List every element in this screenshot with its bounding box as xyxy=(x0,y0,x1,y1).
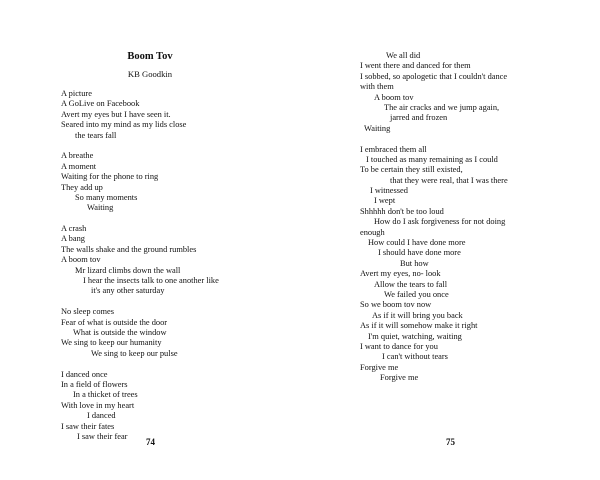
poem-line: So many moments xyxy=(75,192,138,202)
poem-line: Mr lizard climbs down the wall xyxy=(75,265,181,275)
poem-line: I should have done more xyxy=(378,248,461,258)
poem-line: I wept xyxy=(374,196,396,206)
poem-line: that they were real, that I was there xyxy=(390,175,508,185)
page-number-right: 75 xyxy=(446,437,455,447)
poem-line: A GoLive on Facebook xyxy=(61,99,140,109)
poem-line: I danced xyxy=(87,411,116,421)
poem-line: Waiting xyxy=(364,123,391,133)
poem-line: So we boom tov now xyxy=(360,300,432,310)
stanza-gap xyxy=(61,359,219,369)
poem-line: enough xyxy=(360,227,385,237)
poem-line: To be certain they still existed, xyxy=(360,165,463,175)
poem-line: The walls shake and the ground rumbles xyxy=(61,244,197,254)
poem-line: How do I ask forgiveness for not doing xyxy=(374,217,506,227)
page-number-left: 74 xyxy=(146,437,155,447)
poem-line: A breathe xyxy=(61,151,94,161)
poem-line: We sing to keep our pulse xyxy=(91,348,178,358)
poem-line: We sing to keep our humanity xyxy=(61,338,162,348)
poem-line: Waiting xyxy=(87,203,114,213)
poem-line: I embraced them all xyxy=(360,144,427,154)
poem-line: the tears fall xyxy=(75,130,117,140)
poem-line: I'm quiet, watching, waiting xyxy=(368,331,462,341)
poem-line: In a field of flowers xyxy=(61,379,128,389)
poem-line: In a thicket of trees xyxy=(73,390,138,400)
poem-line: I danced once xyxy=(61,369,108,379)
poem-line: Waiting for the phone to ring xyxy=(61,172,159,182)
poem-line: A crash xyxy=(61,224,87,234)
poem-line: Shhhhh don't be too loud xyxy=(360,206,444,216)
poem-line: I want to dance for you xyxy=(360,341,438,351)
poem-line: With love in my heart xyxy=(61,400,135,410)
poem-line: with them xyxy=(360,82,394,92)
poem-line: Avert my eyes, no- look xyxy=(360,269,441,279)
poem-line: A boom tov xyxy=(374,92,414,102)
poem-line: The air cracks and we jump again, xyxy=(384,102,500,112)
stanza-gap xyxy=(61,141,219,151)
poem-line: But how xyxy=(400,258,429,268)
poem-line: Allow the tears to fall xyxy=(374,279,448,289)
poem-line: Fear of what is outside the door xyxy=(61,317,168,327)
poem-line: I can't without tears xyxy=(382,352,448,362)
right-page xyxy=(300,0,600,480)
stanza-gap xyxy=(61,297,219,307)
poem-line: it's any other saturday xyxy=(91,286,165,296)
poem-title: Boom Tov xyxy=(127,51,173,62)
poem-line: We failed you once xyxy=(384,289,449,299)
poem-line: I sobbed, so apologetic that I couldn't dance xyxy=(360,71,508,81)
poem-text-left xyxy=(61,89,219,442)
poem-line: A picture xyxy=(61,89,92,98)
poem-line: jarred and frozen xyxy=(390,113,448,123)
poem-line: A bang xyxy=(61,234,85,244)
poem-line: A moment xyxy=(61,161,97,171)
poem-text-right xyxy=(360,51,508,384)
poem-line: Forgive me xyxy=(360,362,399,372)
poem-author: KB Goodkin xyxy=(127,69,173,79)
poem-line: I saw their fates xyxy=(61,421,115,431)
poem-line: I witnessed xyxy=(370,186,408,196)
poem-line: I saw their fear xyxy=(77,431,128,441)
poem-line: I touched as many remaining as I could xyxy=(366,154,498,164)
poem-line: No sleep comes xyxy=(61,307,115,317)
poem-line: They add up xyxy=(61,182,103,192)
poem-line: Seared into my mind as my lids close xyxy=(61,120,187,130)
poem-line: We all did xyxy=(386,51,421,60)
poem-line: Avert my eyes but I have seen it. xyxy=(61,109,171,119)
poem-line: As if it will somehow make it right xyxy=(360,321,478,331)
poem-line: I hear the insects talk to one another like xyxy=(83,276,219,286)
poem-line: What is outside the window xyxy=(73,327,167,337)
stanza-gap xyxy=(61,214,219,224)
poem-line: As if it will bring you back xyxy=(372,310,463,320)
poem-line: How could I have done more xyxy=(368,238,466,248)
stanza-gap xyxy=(360,134,508,144)
poem-line: I went there and danced for them xyxy=(360,61,471,71)
poem-line: A boom tov xyxy=(61,255,101,265)
poem-line: Forgive me xyxy=(380,373,419,383)
